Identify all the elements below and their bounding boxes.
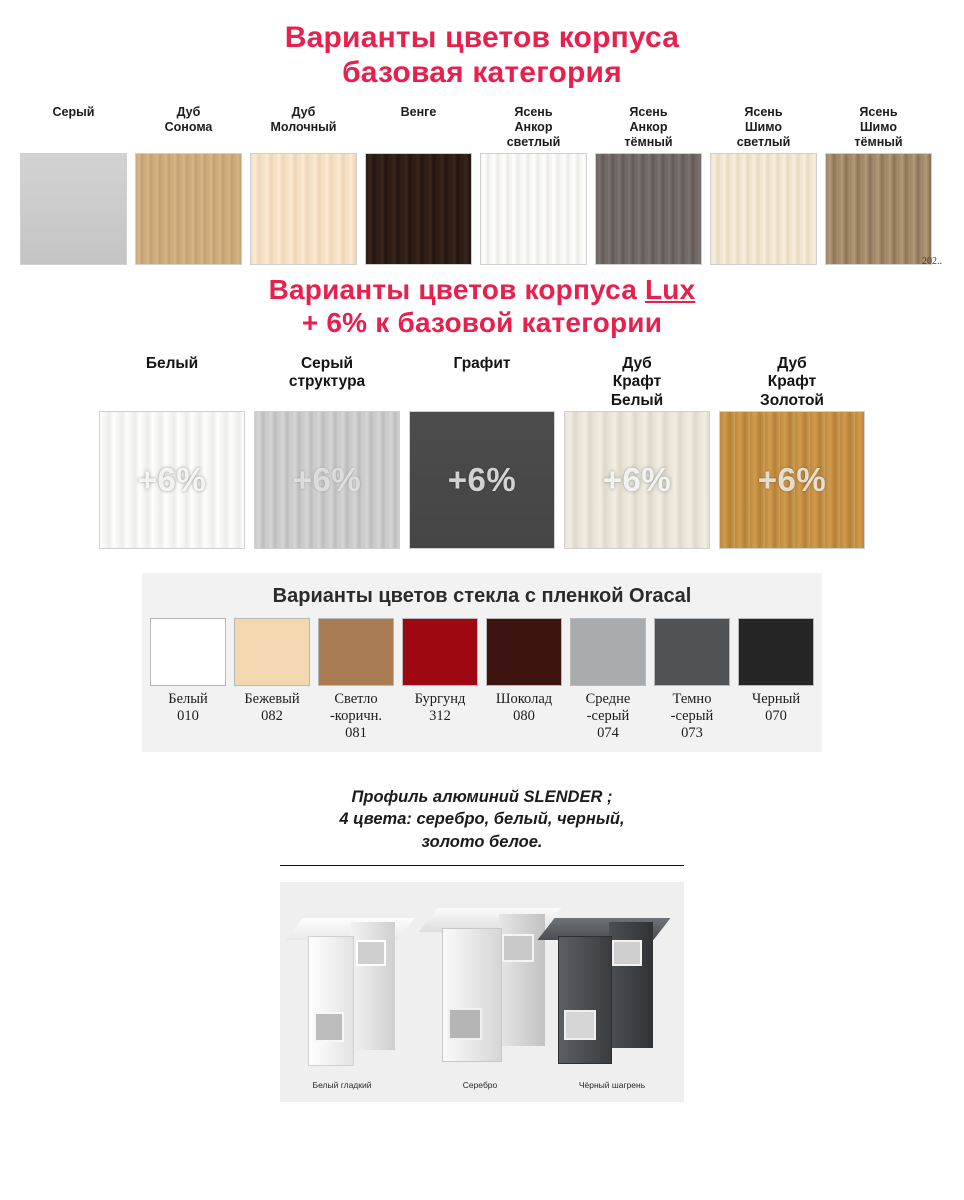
oracal-title: Варианты цветов стекла с пленкой Oracal [272, 584, 692, 607]
oracal-color-name: Средне -серый [585, 690, 631, 724]
oracal-color-code: 082 [261, 707, 283, 724]
title-lux-lux-word: Lux [645, 273, 696, 305]
oracal-color-name: Шоколад [495, 690, 553, 707]
oracal-color-code: 070 [765, 707, 787, 724]
lux-color-item-grey-structure[interactable] [254, 355, 400, 549]
oracal-color-code: 312 [429, 707, 451, 724]
base-color-item-ash-shimo-light[interactable] [710, 103, 817, 265]
lux-price-badge: +6% [757, 460, 827, 498]
page-title-base [0, 0, 964, 91]
title-base-line2: базовая категория [342, 56, 622, 90]
title-base-line1: Варианты цветов корпуса [284, 21, 680, 54]
base-color-label: Ясень Анкор светлый [506, 104, 561, 150]
profile-caption-white: Белый гладкий [312, 1079, 372, 1090]
wenge-swatch[interactable] [365, 153, 472, 265]
oracal-white-swatch[interactable] [150, 618, 226, 686]
oracal-color-name: Белый [168, 690, 208, 707]
ash-shimo-light-swatch[interactable] [710, 153, 817, 265]
oracal-chocolate-swatch[interactable] [486, 618, 562, 686]
base-color-label: Серый [52, 104, 95, 119]
oracal-light-brown-swatch[interactable] [318, 618, 394, 686]
base-color-label: Ясень Шимо тёмный [854, 104, 903, 150]
oracal-color-item-medium-grey[interactable] [568, 618, 648, 742]
oracal-color-name: Темно -серый [670, 690, 714, 724]
base-color-label: Дуб Сонома [164, 104, 213, 135]
base-color-label: Дуб Молочный [270, 104, 337, 135]
oracal-color-code: 080 [513, 707, 535, 724]
lux-price-badge: +6% [602, 460, 672, 498]
oracal-black-swatch[interactable] [738, 618, 814, 686]
profile-black-image [542, 918, 682, 1068]
oracal-color-code: 074 [597, 725, 619, 742]
lux-color-label: Графит [453, 354, 511, 372]
lux-oak-craft-gold-swatch[interactable] [719, 411, 865, 549]
slender-note [0, 786, 964, 853]
ash-shimo-dark-swatch[interactable] [825, 153, 932, 265]
oracal-color-item-white[interactable] [148, 618, 228, 725]
slender-note-line2: 4 цвета: серебро, белый, черный, [339, 810, 625, 829]
base-color-label: Ясень Шимо светлый [736, 104, 791, 150]
page-title-lux [0, 265, 964, 339]
base-color-label: Венге [400, 104, 437, 119]
lux-oak-craft-white-swatch[interactable] [564, 411, 710, 549]
base-color-item-ash-ankor-dark[interactable] [595, 103, 702, 265]
oracal-color-code: 081 [345, 725, 367, 742]
base-color-item-grey[interactable] [20, 103, 127, 265]
oracal-color-item-black[interactable] [736, 618, 816, 725]
base-color-row [20, 103, 944, 265]
lux-graphite-swatch[interactable] [409, 411, 555, 549]
slender-note-line1: Профиль алюминий SLENDER ; [351, 788, 613, 807]
base-color-item-oak-sonoma[interactable] [135, 103, 242, 265]
profile-photo [280, 882, 684, 1102]
profile-caption-black: Чёрный шагрень [578, 1079, 646, 1090]
oracal-dark-grey-swatch[interactable] [654, 618, 730, 686]
oak-milk-swatch[interactable] [250, 153, 357, 265]
profile-caption-silver: Серебро [462, 1079, 498, 1090]
base-color-item-oak-milk[interactable] [250, 103, 357, 265]
oracal-color-item-burgundy[interactable] [400, 618, 480, 725]
oracal-color-name: Черный [751, 690, 801, 707]
oak-sonoma-swatch[interactable] [135, 153, 242, 265]
slender-note-line3: золото белое. [421, 832, 543, 851]
lux-grey-structure-swatch[interactable] [254, 411, 400, 549]
ash-ankor-dark-swatch[interactable] [595, 153, 702, 265]
lux-color-label: Дуб Крафт Белый [610, 354, 664, 410]
oracal-color-name: Светло -коричн. [329, 690, 383, 724]
title-lux-line1 [0, 273, 964, 306]
base-color-label: Ясень Анкор тёмный [624, 104, 673, 150]
lux-color-row [0, 355, 964, 549]
lux-color-label: Серый структура [288, 354, 366, 391]
oracal-color-code: 010 [177, 707, 199, 724]
lux-color-item-oak-craft-gold[interactable] [719, 355, 865, 549]
lux-price-badge: +6% [137, 460, 207, 498]
oracal-color-item-light-brown[interactable] [316, 618, 396, 742]
lux-color-item-white[interactable] [99, 355, 245, 549]
oracal-color-item-chocolate[interactable] [484, 618, 564, 725]
lux-price-badge: +6% [447, 460, 517, 498]
oracal-color-code: 073 [681, 725, 703, 742]
base-color-item-wenge[interactable] [365, 103, 472, 265]
oracal-color-name: Бургунд [414, 690, 466, 707]
oracal-color-item-beige[interactable] [232, 618, 312, 725]
oracal-medium-grey-swatch[interactable] [570, 618, 646, 686]
lux-white-swatch[interactable] [99, 411, 245, 549]
oracal-color-name: Бежевый [244, 690, 300, 707]
lux-color-label: Белый [145, 354, 199, 372]
base-color-item-ash-shimo-dark[interactable] [825, 103, 932, 265]
grey-swatch[interactable] [20, 153, 127, 265]
year-watermark: 202.. [922, 255, 942, 267]
lux-price-badge: +6% [292, 460, 362, 498]
oracal-section [142, 573, 822, 752]
oracal-beige-swatch[interactable] [234, 618, 310, 686]
lux-color-item-oak-craft-white[interactable] [564, 355, 710, 549]
lux-color-label: Дуб Крафт Золотой [760, 354, 824, 410]
oracal-color-row [142, 618, 822, 742]
oracal-burgundy-swatch[interactable] [402, 618, 478, 686]
base-color-item-ash-ankor-light[interactable] [480, 103, 587, 265]
divider [280, 865, 684, 866]
profile-white-image [294, 918, 424, 1068]
oracal-color-item-dark-grey[interactable] [652, 618, 732, 742]
lux-color-item-graphite[interactable] [409, 355, 555, 549]
title-lux-text: Варианты цветов корпуса [268, 273, 645, 305]
ash-ankor-light-swatch[interactable] [480, 153, 587, 265]
title-lux-line2: + 6% к базовой категории [301, 306, 663, 338]
